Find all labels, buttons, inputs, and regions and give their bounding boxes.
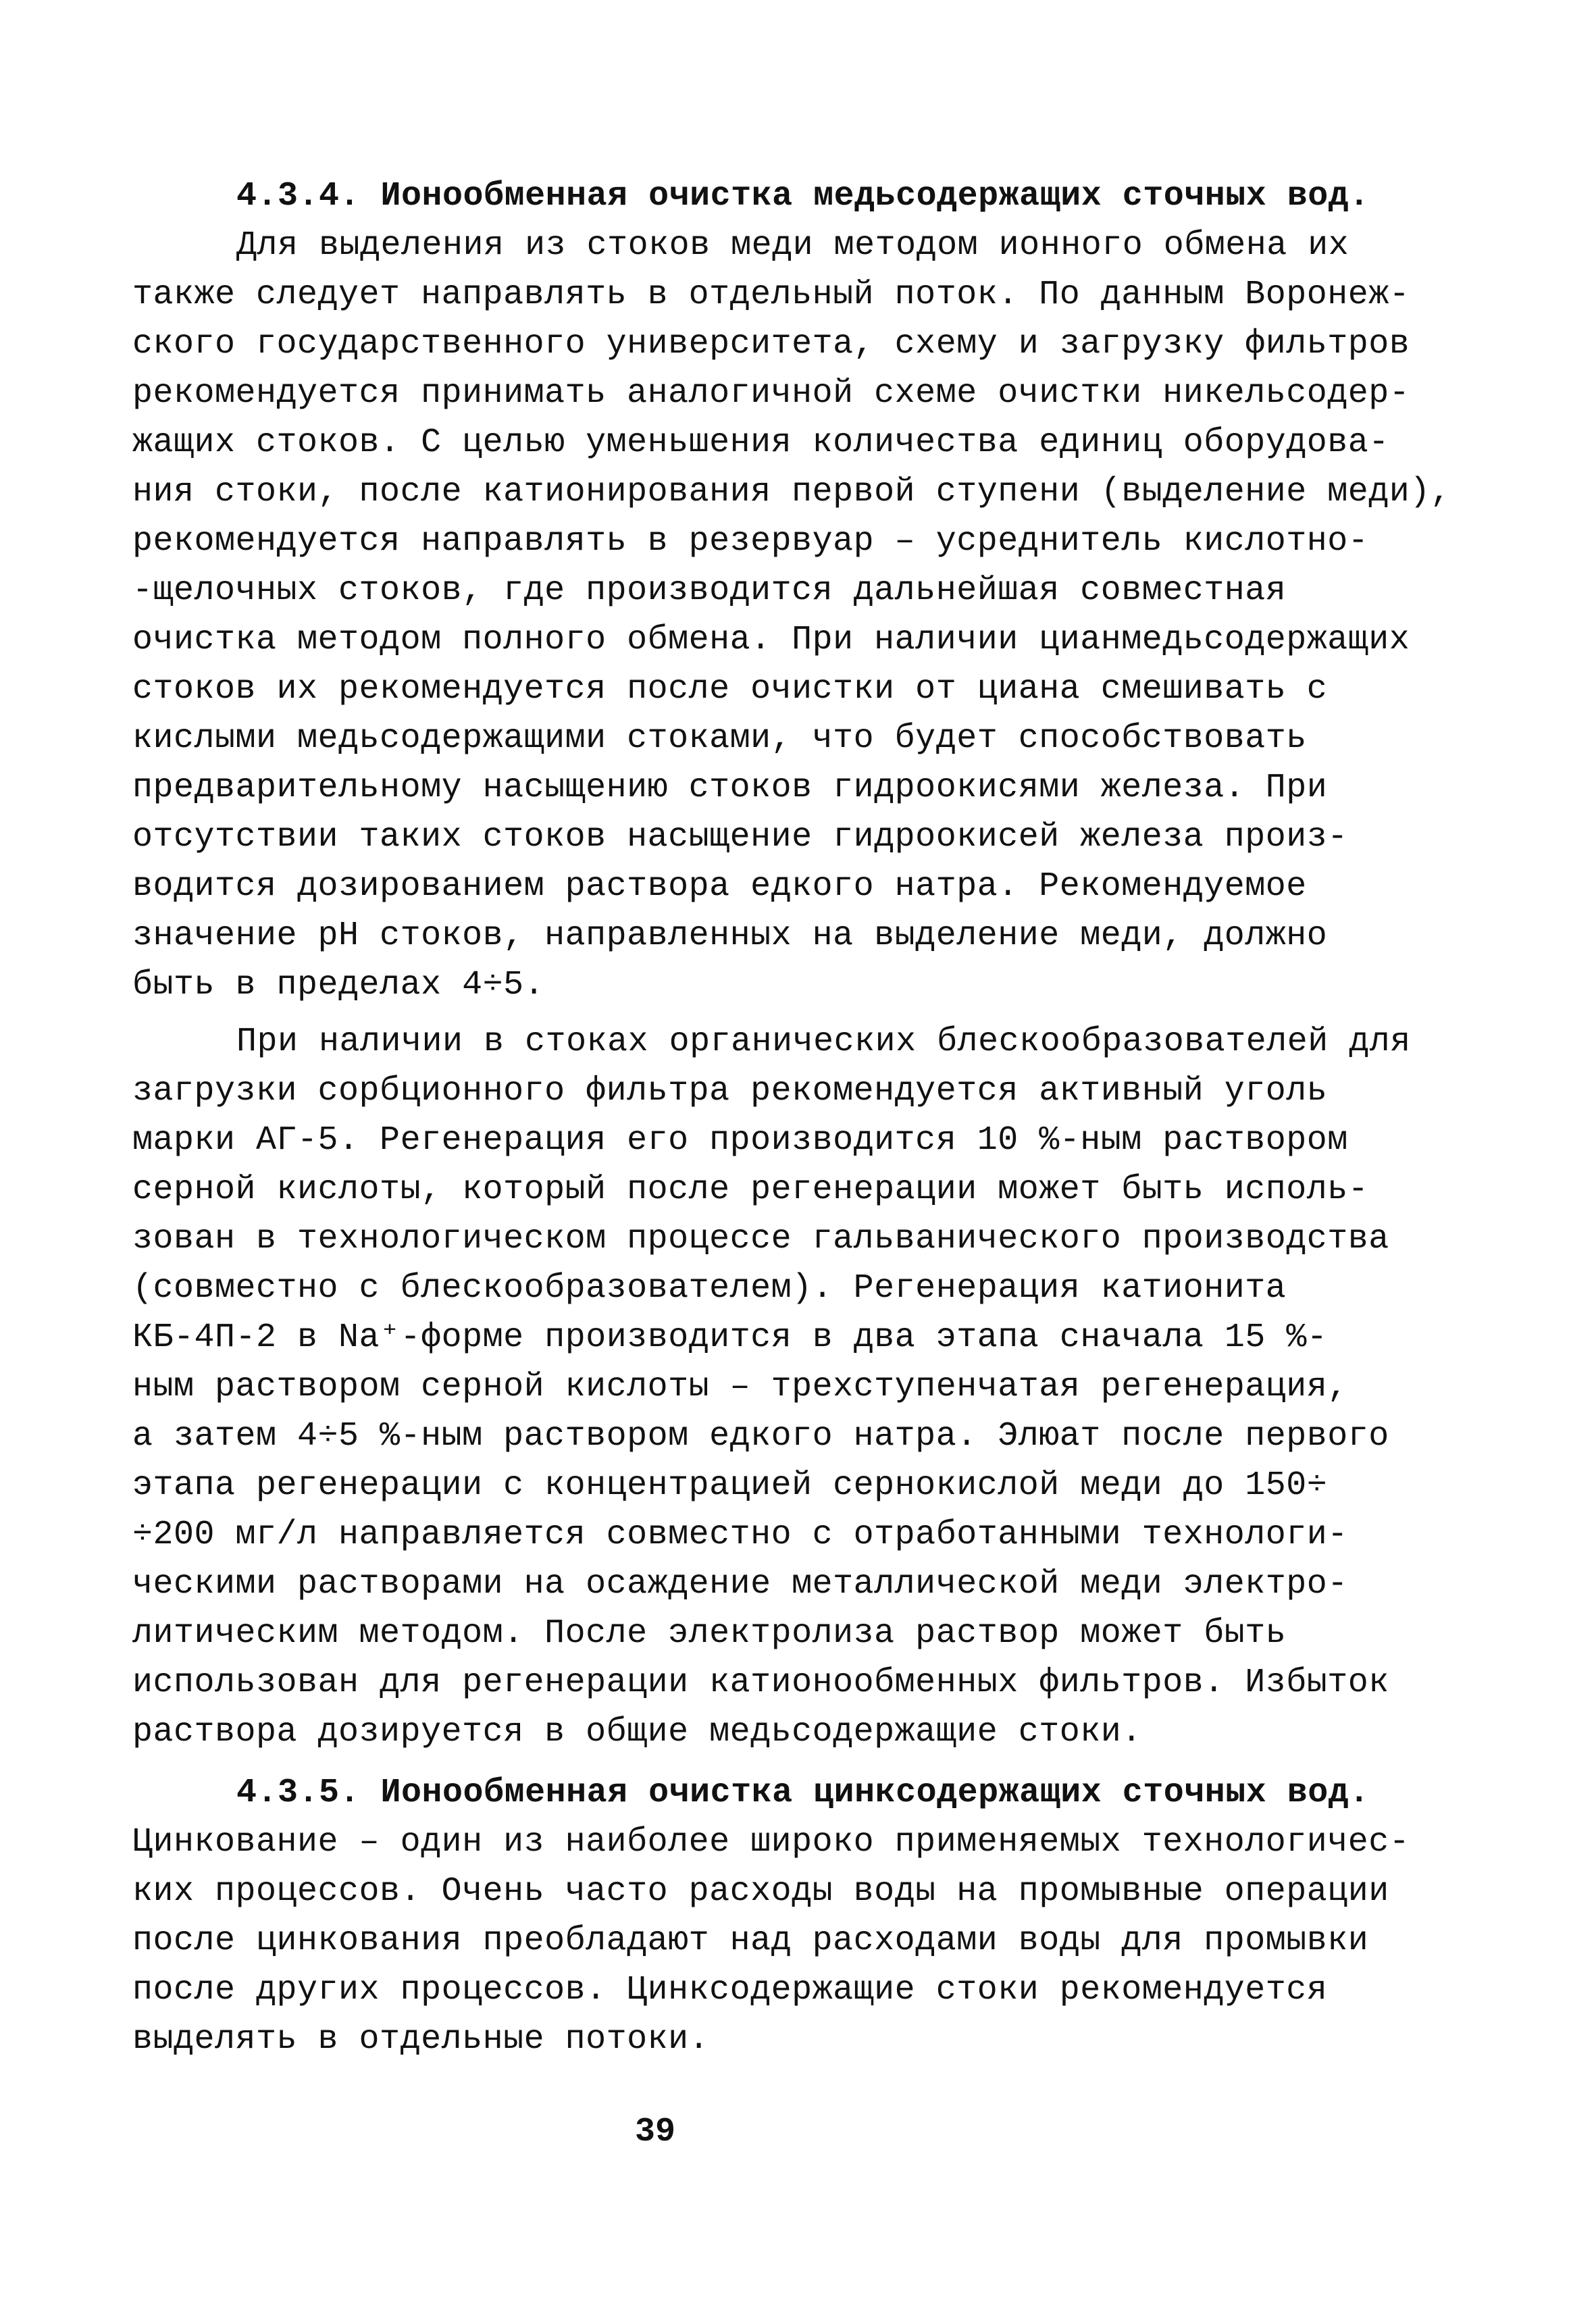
text-line: ких процессов. Очень часто расходы воды на промывные операции xyxy=(132,1872,1389,1911)
section-heading: 4.3.5. Ионообменная очистка цинксодержащих сточных вод. xyxy=(236,1774,1370,1812)
text-line: При наличии в стоках органических блескообразователей для xyxy=(236,1023,1411,1061)
text-line: отсутствии таких стоков насыщение гидроокисей железа произ- xyxy=(132,818,1348,856)
text-line: ным раствором серной кислоты – трехступенчатая регенерация, xyxy=(132,1368,1348,1406)
text-line: -щелочных стоков, где производится дальнейшая совместная xyxy=(132,571,1287,610)
text-line: ческими растворами на осаждение металлической меди электро- xyxy=(132,1565,1348,1603)
text-line: Для выделения из стоков меди методом ионного обмена их xyxy=(236,226,1349,265)
text-line: рекомендуется направлять в резервуар – усреднитель кислотно- xyxy=(132,522,1369,561)
text-line: этапа регенерации с концентрацией сернокислой меди до 150÷ xyxy=(132,1466,1328,1505)
text-line: после других процессов. Цинксодержащие стоки рекомендуется xyxy=(132,1971,1328,2009)
text-line: использован для регенерации катионообменных фильтров. Избыток xyxy=(132,1664,1389,1702)
text-line: марки АГ-5. Регенерация его производится 10 %-ным раствором xyxy=(132,1121,1348,1160)
text-line: водится дозированием раствора едкого натра. Рекомендуемое xyxy=(132,867,1307,906)
text-line: серной кислоты, который после регенерации может быть исполь- xyxy=(132,1171,1369,1209)
text-line: зован в технологическом процессе гальванического производства xyxy=(132,1220,1389,1258)
text-line: жащих стоков. С целью уменьшения количества единиц оборудова- xyxy=(132,423,1389,462)
text-line: КБ-4П-2 в Na⁺-форме производится в два этапа сначала 15 %- xyxy=(132,1318,1328,1357)
text-line: кислыми медьсодержащими стоками, что будет способствовать xyxy=(132,719,1307,758)
text-line: а затем 4÷5 %-ным раствором едкого натра. Элюат после первого xyxy=(132,1417,1389,1456)
text-line: Цинкование – один из наиболее широко применяемых технологичес- xyxy=(132,1823,1410,1861)
page-number: 39 xyxy=(635,2113,676,2151)
text-line: литическим методом. После электролиза раствор может быть xyxy=(132,1614,1287,1653)
text-line: ÷200 мг/л направляется совместно с отработанными технологи- xyxy=(132,1516,1348,1554)
text-line: ния стоки, после катионирования первой ступени (выделение меди), xyxy=(132,473,1451,511)
text-line: очистка методом полного обмена. При наличии цианмедьсодержащих xyxy=(132,621,1410,659)
section-heading: 4.3.4. Ионообменная очистка медьсодержащих сточных вод. xyxy=(236,177,1370,215)
text-line: загрузки сорбционного фильтра рекомендуется активный уголь xyxy=(132,1072,1328,1110)
text-line: раствора дозируется в общие медьсодержащие стоки. xyxy=(132,1713,1142,1751)
text-line: стоков их рекомендуется после очистки от циана смешивать с xyxy=(132,670,1328,709)
text-line: также следует направлять в отдельный поток. По данным Воронеж- xyxy=(132,276,1410,314)
text-line: ского государственного университета, схему и загрузку фильтров xyxy=(132,325,1410,363)
text-line: рекомендуется принимать аналогичной схеме очистки никельсодер- xyxy=(132,374,1410,413)
text-line: после цинкования преобладают над расходами воды для промывки xyxy=(132,1922,1369,1960)
text-line: значение pH стоков, направленных на выделение меди, должно xyxy=(132,917,1328,955)
text-line: быть в пределах 4÷5. xyxy=(132,966,545,1004)
text-line: выделять в отдельные потоки. xyxy=(132,2020,710,2059)
text-line: предварительному насыщению стоков гидроокисями железа. При xyxy=(132,769,1328,807)
text-line: (совместно с блескообразователем). Регенерация катионита xyxy=(132,1269,1287,1308)
